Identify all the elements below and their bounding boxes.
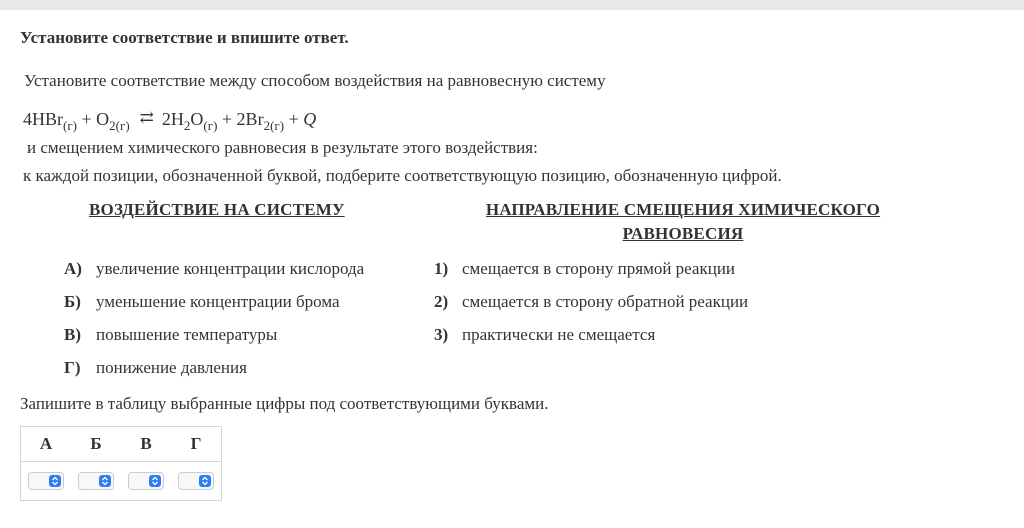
answer-table-select-row — [21, 462, 222, 501]
select-chevron-icon — [199, 475, 211, 487]
task-intro: Установите соответствие между способом воздействия на равновесную систему — [24, 71, 606, 90]
answer-table-header-row — [21, 427, 222, 462]
reaction-equation: $4HBr_{(г)} + O_{2(г)}$ ⇄ $2H_2O_{(г)} + 2Br_{2(г)} + Q$ — [23, 108, 317, 133]
top-bar — [0, 0, 1024, 10]
answer-select-g[interactable] — [178, 472, 214, 490]
task-line-3: к каждой позиции, обозначенной буквой, подберите соответствующую позицию, обозначенную цифрой. — [23, 166, 782, 185]
task-line-2: и смещением химического равновесия в результате этого воздействия: — [27, 138, 538, 157]
left-item-g: Г) понижение давления — [64, 358, 247, 377]
equilibrium-arrow-icon: ⇄ — [139, 108, 154, 127]
answer-header-g: Г — [171, 427, 222, 462]
right-item-1: 1) смещается в сторону прямой реакции — [434, 259, 736, 278]
right-column-header: НАПРАВЛЕНИЕ СМЕЩЕНИЯ ХИМИЧЕСКОГО РАВНОВЕСИЯ — [485, 200, 881, 243]
left-item-b: Б) уменьшение концентрации брома — [64, 292, 340, 311]
answer-select-a[interactable] — [28, 472, 64, 490]
left-item-a: А) увеличение концентрации кислорода — [64, 259, 365, 278]
select-chevron-icon — [99, 475, 111, 487]
answer-select-b[interactable] — [78, 472, 114, 490]
answer-header-v: В — [121, 427, 171, 462]
answer-header-b: Б — [71, 427, 121, 462]
answer-select-v[interactable] — [128, 472, 164, 490]
left-column-header: ВОЗДЕЙСТВИЕ НА СИСТЕМУ — [89, 200, 345, 219]
answer-instruction: Запишите в таблицу выбранные цифры под соответствующими буквами. — [20, 394, 549, 413]
select-chevron-icon — [149, 475, 161, 487]
answer-header-a: А — [21, 427, 72, 462]
right-item-3: 3) практически не смещается — [434, 325, 656, 344]
right-item-2: 2) смещается в сторону обратной реакции — [434, 292, 749, 311]
task-heading: Установите соответствие и впишите ответ. — [20, 28, 349, 47]
left-item-v: В) повышение температуры — [64, 325, 278, 344]
answer-table — [20, 426, 222, 501]
select-chevron-icon — [49, 475, 61, 487]
